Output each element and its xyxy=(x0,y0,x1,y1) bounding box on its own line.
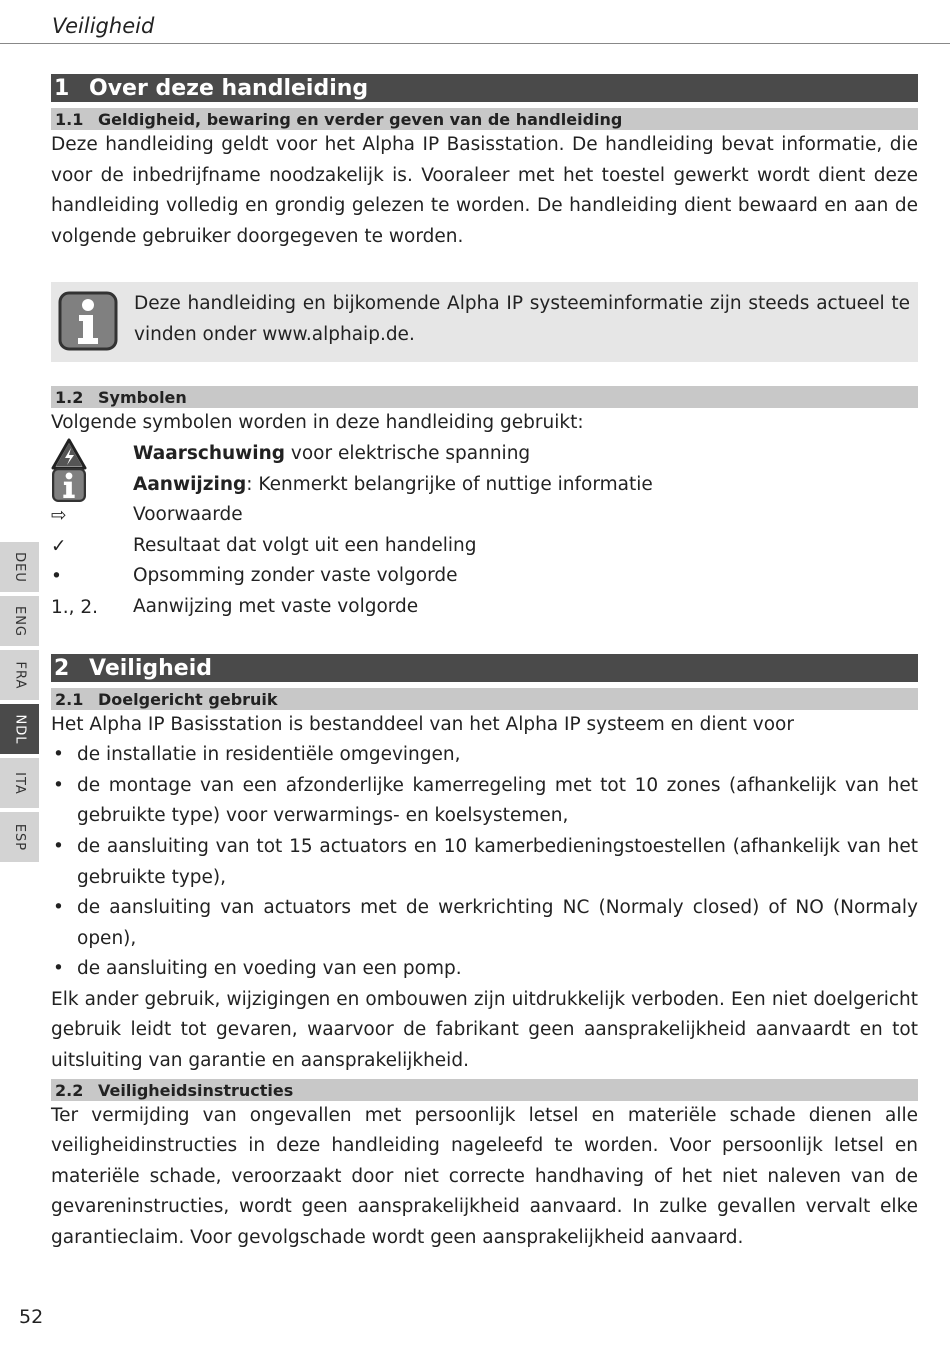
section-number: 1 xyxy=(54,76,70,101)
header-rule xyxy=(0,43,950,44)
intended-use-closing: Elk ander gebruik, wijzigingen en ombouwen zijn uitdrukkelijk verboden. Een niet doelgericht gebruik leidt tot gevaren, waarvoor de fabrikant geen aansprakelijkheid aanvaardt en tot uitsluiting van garantie en aansprakelijkheid. xyxy=(51,988,918,1072)
safety-instructions-text: Ter vermijding van ongevallen met persoonlijk letsel en materiële schade dienen alle veiligheidinstructies in deze handleiding nageleefd te worden. Voor persoonlijk letsel en materiële schade, veroorzaakt door niet correcte handhaving of het niet naleven van de gevareninstructies, wordt geen aansprakelijkheid aanvaard. In zulke gevallen vervalt elke garantieclaim. Voor gevolgschade wordt geen aansprakelijkheid aanvaard. xyxy=(51,1104,918,1249)
section-title: Veiligheid xyxy=(89,655,212,681)
symbols-intro: Volgende symbolen worden in deze handleiding gebruikt: xyxy=(51,412,584,434)
symbol-row-info xyxy=(51,470,918,501)
list-item xyxy=(51,740,918,771)
subsection-number: 2.2 xyxy=(55,1080,84,1100)
running-title: Veiligheid xyxy=(52,14,155,38)
section-heading-1 xyxy=(51,74,918,102)
list-item-text: de montage van een afzonderlijke kamerregeling met tot 10 zones (afhankelijk van het gebruikte type) voor verwarmings- en koelsystemen, xyxy=(77,774,918,827)
bullet-icon: • xyxy=(53,835,64,857)
bullet-icon: • xyxy=(53,774,64,796)
list-item-text: de aansluiting en voeding van een pomp. xyxy=(77,958,462,980)
subsection-heading-1-2 xyxy=(51,386,918,408)
section-number: 2 xyxy=(54,655,70,681)
language-tab-deu[interactable] xyxy=(0,542,39,592)
symbol-row-enumeration xyxy=(51,561,918,592)
language-tab-ndl[interactable] xyxy=(0,704,39,754)
symbol-bold-label: Waarschuwing xyxy=(133,442,286,464)
intended-use-intro: Het Alpha IP Basisstation is bestanddeel van het Alpha IP systeem en dient voor xyxy=(51,713,794,735)
info-note-text: Deze handleiding en bijkomende Alpha IP systeeminformatie zijn steeds actueel te vinden onder www.alphaip.de. xyxy=(134,293,910,345)
tab-label: ENG xyxy=(11,605,27,637)
subsection-title: Geldigheid, bewaring en verder geven van de handleiding xyxy=(98,110,623,129)
info-note-box xyxy=(51,282,918,362)
intended-use-list xyxy=(51,740,918,985)
subsection-number: 1.2 xyxy=(55,388,84,408)
info-icon xyxy=(51,468,87,502)
subsection-title: Symbolen xyxy=(98,388,187,408)
list-item-text: de aansluiting van actuators met de werkrichting NC (Normaly closed) of NO (Normaly open), xyxy=(77,897,918,949)
language-tabs xyxy=(0,542,39,866)
language-tab-esp[interactable] xyxy=(0,812,39,862)
warning-electric-icon xyxy=(51,438,87,470)
subsection-number: 1.1 xyxy=(55,110,84,129)
subsection-title: Doelgericht gebruik xyxy=(98,689,278,709)
bullet-icon: • xyxy=(51,566,62,588)
symbol-description: : Kenmerkt belangrijke of nuttige informatie xyxy=(246,473,653,495)
list-item-text: de installatie in residentiële omgevingen, xyxy=(77,744,461,766)
tab-label: ESP xyxy=(12,823,27,851)
symbol-description: Aanwijzing met vaste volgorde xyxy=(133,595,419,617)
symbol-description: Voorwaarde xyxy=(133,504,243,526)
symbol-row-ordered xyxy=(51,592,918,623)
symbol-bold-label: Aanwijzing xyxy=(133,473,247,495)
bullet-icon: • xyxy=(53,897,64,919)
bullet-icon: • xyxy=(53,744,64,766)
checkmark-icon: ✓ xyxy=(51,535,67,557)
tab-label: DEU xyxy=(12,551,27,583)
arrow-right-icon: ⇨ xyxy=(51,504,67,526)
page-number: 52 xyxy=(19,1306,44,1328)
symbol-description: Opsomming zonder vaste volgorde xyxy=(133,565,458,587)
list-item xyxy=(51,771,918,832)
language-tab-eng[interactable] xyxy=(0,596,39,646)
language-tab-fra[interactable] xyxy=(0,650,39,700)
tab-label: ITA xyxy=(11,771,27,795)
subsection-number: 2.1 xyxy=(55,689,84,709)
ordered-marker: 1., 2. xyxy=(51,596,99,618)
section-title: Over deze handleiding xyxy=(89,76,369,101)
symbol-row-warning xyxy=(51,439,918,470)
symbol-description: voor elektrische spanning xyxy=(285,442,531,464)
symbol-row-result xyxy=(51,531,918,562)
bullet-icon: • xyxy=(53,958,64,980)
section-heading-2 xyxy=(51,654,918,682)
paragraph-validity: Deze handleiding geldt voor het Alpha IP Basisstation. De handleiding bevat informatie, die voor de inbedrijfname noodzakelijk is. Vooraleer met het toestel gewerkt wordt dient deze handleiding volledig en grondig gelezen te worden. De handleiding dient bewaard en aan de volgende gebruiker doorgegeven te worden. xyxy=(51,134,918,247)
subsection-heading-2-2 xyxy=(51,1079,918,1101)
subsection-title: Veiligheidsinstructies xyxy=(98,1080,294,1100)
subsection-heading-1-1 xyxy=(51,108,918,130)
page-content xyxy=(51,74,918,1254)
list-item xyxy=(51,954,918,985)
symbol-row-precondition xyxy=(51,500,918,531)
list-item xyxy=(51,832,918,893)
list-item xyxy=(51,893,918,954)
tab-label: FRA xyxy=(11,661,27,689)
symbol-description: Resultaat dat volgt uit een handeling xyxy=(133,534,477,556)
tab-label: NDL xyxy=(11,714,27,744)
list-item-text: de aansluiting van tot 15 actuators en 10 kamerbedieningstoestellen (afhankelijk van het gebruikte type), xyxy=(77,835,918,888)
info-icon xyxy=(58,291,118,351)
subsection-heading-2-1 xyxy=(51,688,918,710)
language-tab-ita[interactable] xyxy=(0,758,39,808)
